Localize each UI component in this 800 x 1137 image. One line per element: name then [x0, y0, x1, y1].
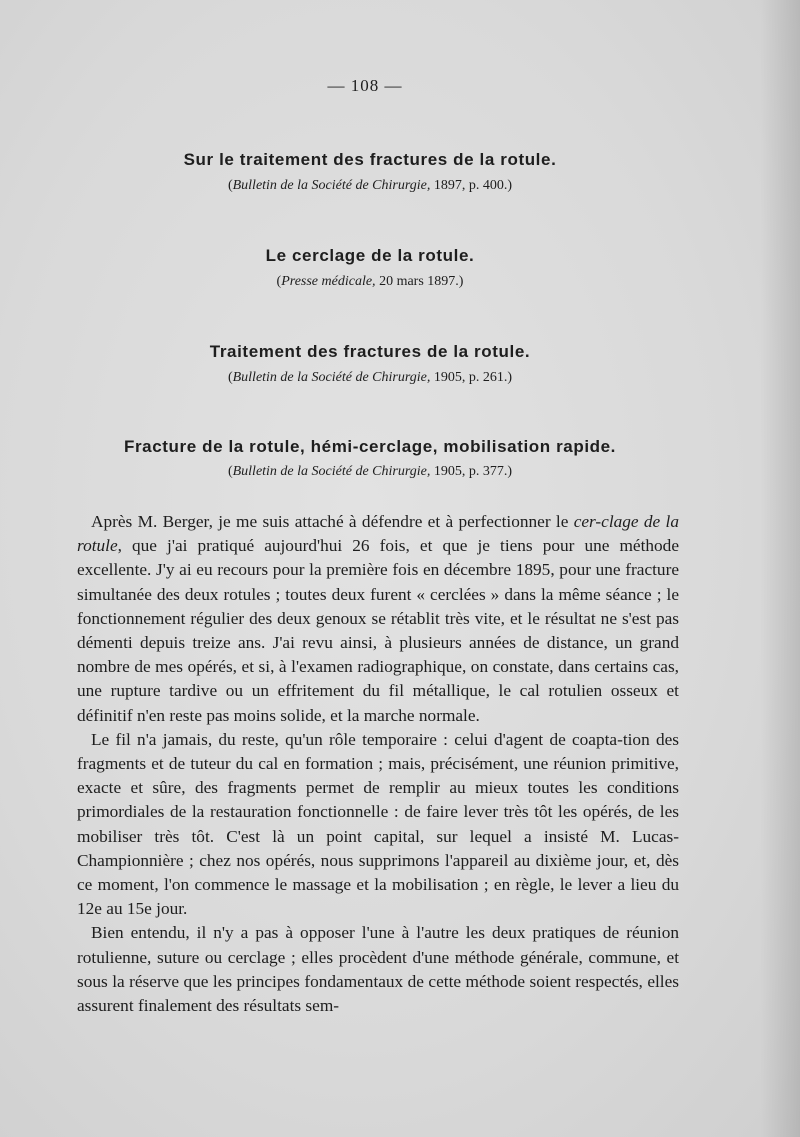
ref-open-2: (: [276, 274, 282, 289]
body-text: [77, 510, 679, 1018]
ref-details-2: 20 mars 1897.): [375, 274, 464, 289]
ref-details-3: 1905, p. 261.): [430, 370, 513, 385]
ref-details-1: 1897, p. 400.): [430, 178, 513, 193]
ref-open-4: (: [227, 464, 233, 479]
ref-source-1: Bulletin de la Société de Chirurgie,: [232, 178, 431, 193]
ref-source-4: Bulletin de la Société de Chirurgie,: [232, 464, 431, 479]
entry-title-3: Traitement des fractures de la rotule.: [209, 342, 531, 361]
paragraph-1: [77, 510, 679, 728]
entry-reference-1: [0, 178, 740, 194]
paragraph-1-start: Après M. Berger, je me suis attaché à défendre et à perfectionner le: [91, 512, 574, 531]
ref-source-2: Presse médicale,: [281, 274, 376, 289]
entry-title-4: Fracture de la rotule, hémi-cerclage, mobilisation rapide.: [123, 437, 617, 456]
entry-title-1: Sur le traitement des fractures de la rotule.: [183, 150, 557, 169]
paragraph-3: Bien entendu, il n'y a pas à opposer l'une à l'autre les deux pratiques de réunion rotulienne, suture ou cerclage ; elles procèdent d'une méthode générale, commune, et sous la réserve que les principes fondamentaux de cette méthode soient respectés, elles assurent finalement des résultats sem-: [77, 923, 679, 1016]
entry-reference-2: [0, 274, 740, 290]
paragraph-1-italic: cer-clage de la rotule: [77, 512, 679, 556]
ref-open-3: (: [227, 370, 233, 385]
paragraph-1-rest: , que j'ai pratiqué aujourd'hui 26 fois, et que je tiens pour une méthode excellente. J'y ai eu recours pour la première fois en décembre 1895, pour une fracture simultanée des deux rotules ; toutes deux furent « cerclées » dans la même séance ; le fonctionnement régulier des deux genoux se rétablit très vite, et le résultat ne s'est pas démenti depuis treize ans. J'ai revu ainsi, à plusieurs années de distance, un grand nombre de mes opérés, et si, à l'examen radiographique, on constate, dans certains cas, une rupture tardive ou un effritement du fil métallique, le cal rotulien osseux et définitif n'en reste pas moins solide, et la marche normale.: [77, 536, 679, 725]
entry-reference-3: [0, 370, 740, 386]
page-number: — 108 —: [327, 76, 403, 95]
entry-title-2: Le cerclage de la rotule.: [265, 246, 475, 265]
ref-source-3: Bulletin de la Société de Chirurgie,: [232, 370, 431, 385]
ref-details-4: 1905, p. 377.): [430, 464, 513, 479]
paragraph-2: Le fil n'a jamais, du reste, qu'un rôle temporaire : celui d'agent de coapta-tion des fragments et de tuteur du cal en formation ; mais, précisément, une réunion primitive, exacte et sûre, des fragments permet de remplir au mieux toutes les conditions primordiales de la restauration fonctionnelle : de faire lever très tôt les opérés, de les mobiliser très tôt. C'est là un point capital, sur lequel a insisté M. Lucas-Championnière ; chez nos opérés, nous supprimons l'appareil au dixième jour, et, dès ce moment, l'on commence le massage et la mobilisation ; en règle, le lever a lieu du 12e au 15e jour.: [77, 729, 679, 919]
page-edge-shadow: [760, 0, 800, 1137]
entry-reference-4: [0, 464, 740, 480]
ref-open-1: (: [227, 178, 233, 193]
